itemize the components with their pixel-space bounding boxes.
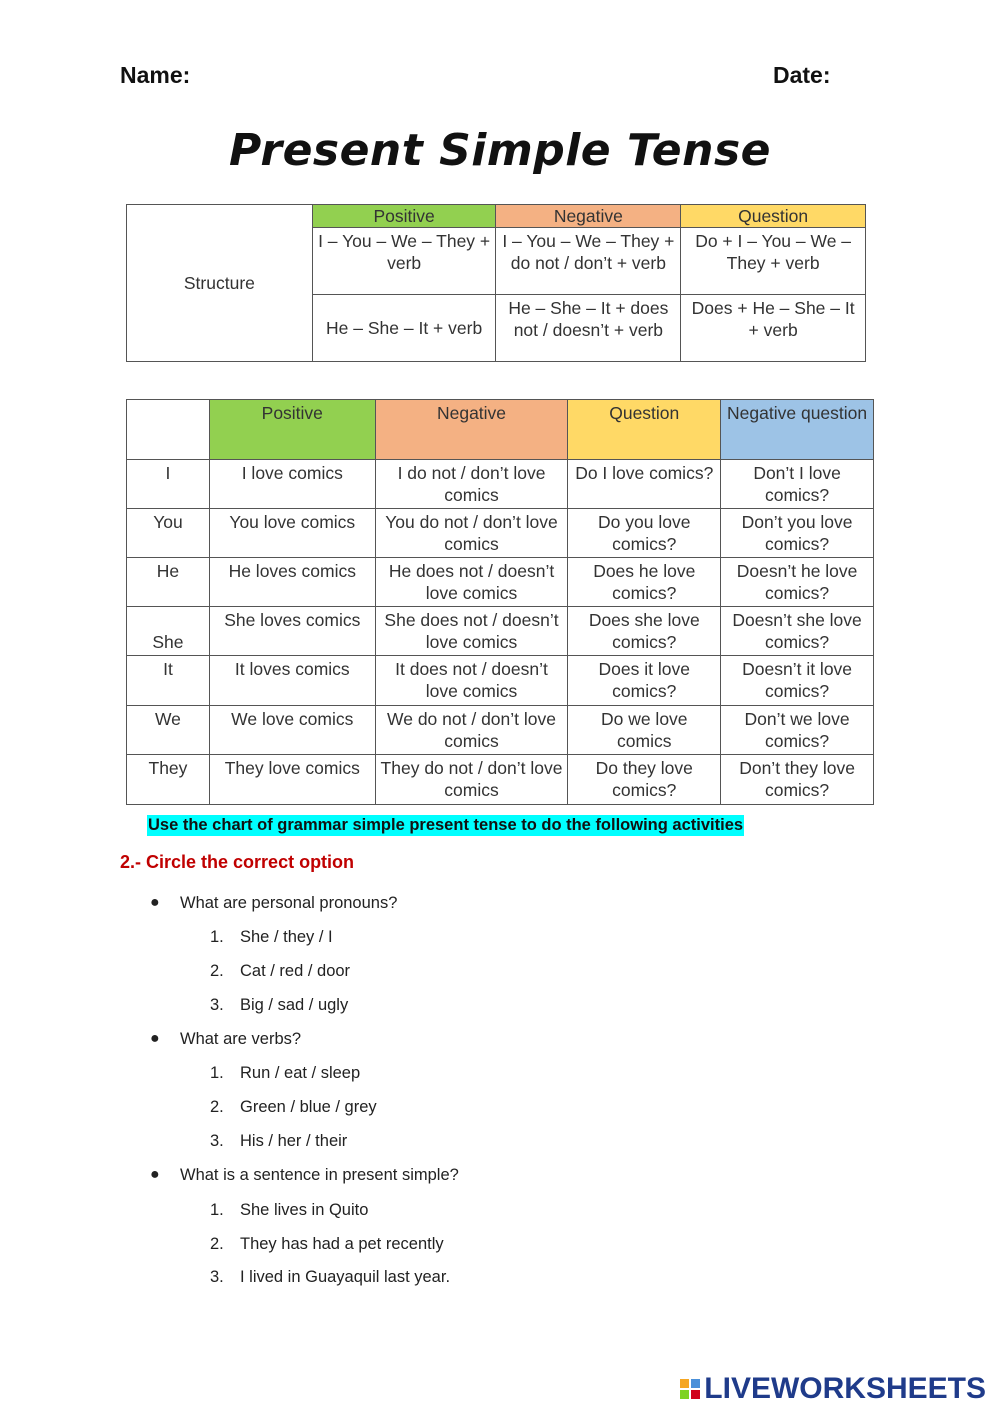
logo-text: LIVEWORKSHEETS [704, 1372, 986, 1405]
option-text: I lived in Guayaquil last year. [240, 1268, 451, 1286]
option-2-3[interactable]: 3. His / her / their [210, 1132, 348, 1150]
page-title: Present Simple Tense [228, 125, 772, 176]
option-text: Green / blue / grey [240, 1098, 377, 1116]
option-1-1[interactable]: 1. She / they / I [210, 928, 333, 946]
section-title: 2.- Circle the correct option [120, 852, 355, 872]
example-cell: Doesn’t he love comics? [721, 558, 874, 607]
example-cell: I do not / don’t love comics [375, 460, 568, 509]
examples-header-negative: Negative [375, 400, 568, 460]
example-cell: They love comics [209, 755, 375, 805]
option-3-3[interactable]: 3. I lived in Guayaquil last year. [210, 1268, 451, 1286]
option-2-1[interactable]: 1. Run / eat / sleep [210, 1064, 361, 1082]
example-cell: Do you love comics? [568, 509, 721, 558]
question-text: What is a sentence in present simple? [180, 1166, 459, 1184]
option-text: Run / eat / sleep [240, 1064, 361, 1082]
structure-cell: I – You – We – They + do not / don’t + verb [496, 228, 681, 295]
example-cell: Don’t they love comics? [721, 755, 874, 805]
bullet-icon: ● [150, 1166, 160, 1183]
examples-header-question: Question [568, 400, 721, 460]
examples-header-blank [127, 400, 210, 460]
pronoun-cell: We [127, 706, 210, 755]
examples-table [126, 399, 874, 805]
example-cell: You love comics [209, 509, 375, 558]
question-2 [150, 1030, 302, 1049]
example-cell: Do they love comics? [568, 755, 721, 805]
structure-table [126, 204, 866, 362]
structure-cell: Do + I – You – We – They + verb [681, 228, 866, 295]
option-3-1[interactable]: 1. She lives in Quito [210, 1201, 369, 1219]
date-label: Date: [773, 62, 831, 88]
examples-header-negative-question: Negative question [721, 400, 874, 460]
option-text: She lives in Quito [240, 1201, 369, 1219]
structure-cell: I – You – We – They + verb [312, 228, 496, 295]
example-cell: Don’t we love comics? [721, 706, 874, 755]
pronoun-cell: I [127, 460, 210, 509]
pronoun-cell: She [127, 607, 210, 656]
example-cell: You do not / don’t love comics [375, 509, 568, 558]
example-cell: Does it love comics? [568, 656, 721, 706]
option-1-2[interactable]: 2. Cat / red / door [210, 962, 351, 980]
structure-header-negative: Negative [496, 205, 681, 228]
liveworksheets-logo [680, 1372, 986, 1406]
question-text: What are verbs? [180, 1030, 302, 1048]
structure-cell: He – She – It + verb [312, 295, 496, 362]
pronoun-cell: You [127, 509, 210, 558]
bullet-icon: ● [150, 1030, 160, 1047]
example-cell: We love comics [209, 706, 375, 755]
structure-cell: Does + He – She – It + verb [681, 295, 866, 362]
example-cell: Do we love comics [568, 706, 721, 755]
example-cell: We do not / don’t love comics [375, 706, 568, 755]
example-cell: I love comics [209, 460, 375, 509]
example-cell: Does she love comics? [568, 607, 721, 656]
option-2-2[interactable]: 2. Green / blue / grey [210, 1098, 377, 1116]
structure-header-positive: Positive [312, 205, 496, 228]
example-cell: Doesn’t she love comics? [721, 607, 874, 656]
example-cell: Don’t you love comics? [721, 509, 874, 558]
example-cell: It does not / doesn’t love comics [375, 656, 568, 706]
option-text: Big / sad / ugly [240, 996, 349, 1014]
pronoun-cell: He [127, 558, 210, 607]
logo-mark-icon [680, 1379, 700, 1399]
name-label: Name: [120, 62, 191, 88]
example-cell: She does not / doesn’t love comics [375, 607, 568, 656]
structure-label: Structure [127, 205, 313, 362]
bullet-icon: ● [150, 894, 160, 911]
example-cell: He does not / doesn’t love comics [375, 558, 568, 607]
instruction-banner: Use the chart of grammar simple present tense to do the following activities [148, 816, 744, 834]
example-cell: Doesn’t it love comics? [721, 656, 874, 706]
example-cell: Do I love comics? [568, 460, 721, 509]
question-1 [150, 894, 398, 913]
question-3 [150, 1166, 459, 1185]
option-text: She / they / I [240, 928, 333, 946]
option-text: His / her / their [240, 1132, 348, 1150]
pronoun-cell: They [127, 755, 210, 805]
pronoun-cell: It [127, 656, 210, 706]
question-text: What are personal pronouns? [180, 894, 398, 912]
examples-header-positive: Positive [209, 400, 375, 460]
option-3-2[interactable]: 2. They has had a pet recently [210, 1235, 444, 1253]
example-cell: They do not / don’t love comics [375, 755, 568, 805]
option-text: Cat / red / door [240, 962, 351, 980]
example-cell: It loves comics [209, 656, 375, 706]
example-cell: He loves comics [209, 558, 375, 607]
structure-cell: He – She – It + does not / doesn’t + verb [496, 295, 681, 362]
option-1-3[interactable]: 3. Big / sad / ugly [210, 996, 349, 1014]
example-cell: She loves comics [209, 607, 375, 656]
option-text: They has had a pet recently [240, 1235, 444, 1253]
structure-header-question: Question [681, 205, 866, 228]
example-cell: Does he love comics? [568, 558, 721, 607]
example-cell: Don’t I love comics? [721, 460, 874, 509]
